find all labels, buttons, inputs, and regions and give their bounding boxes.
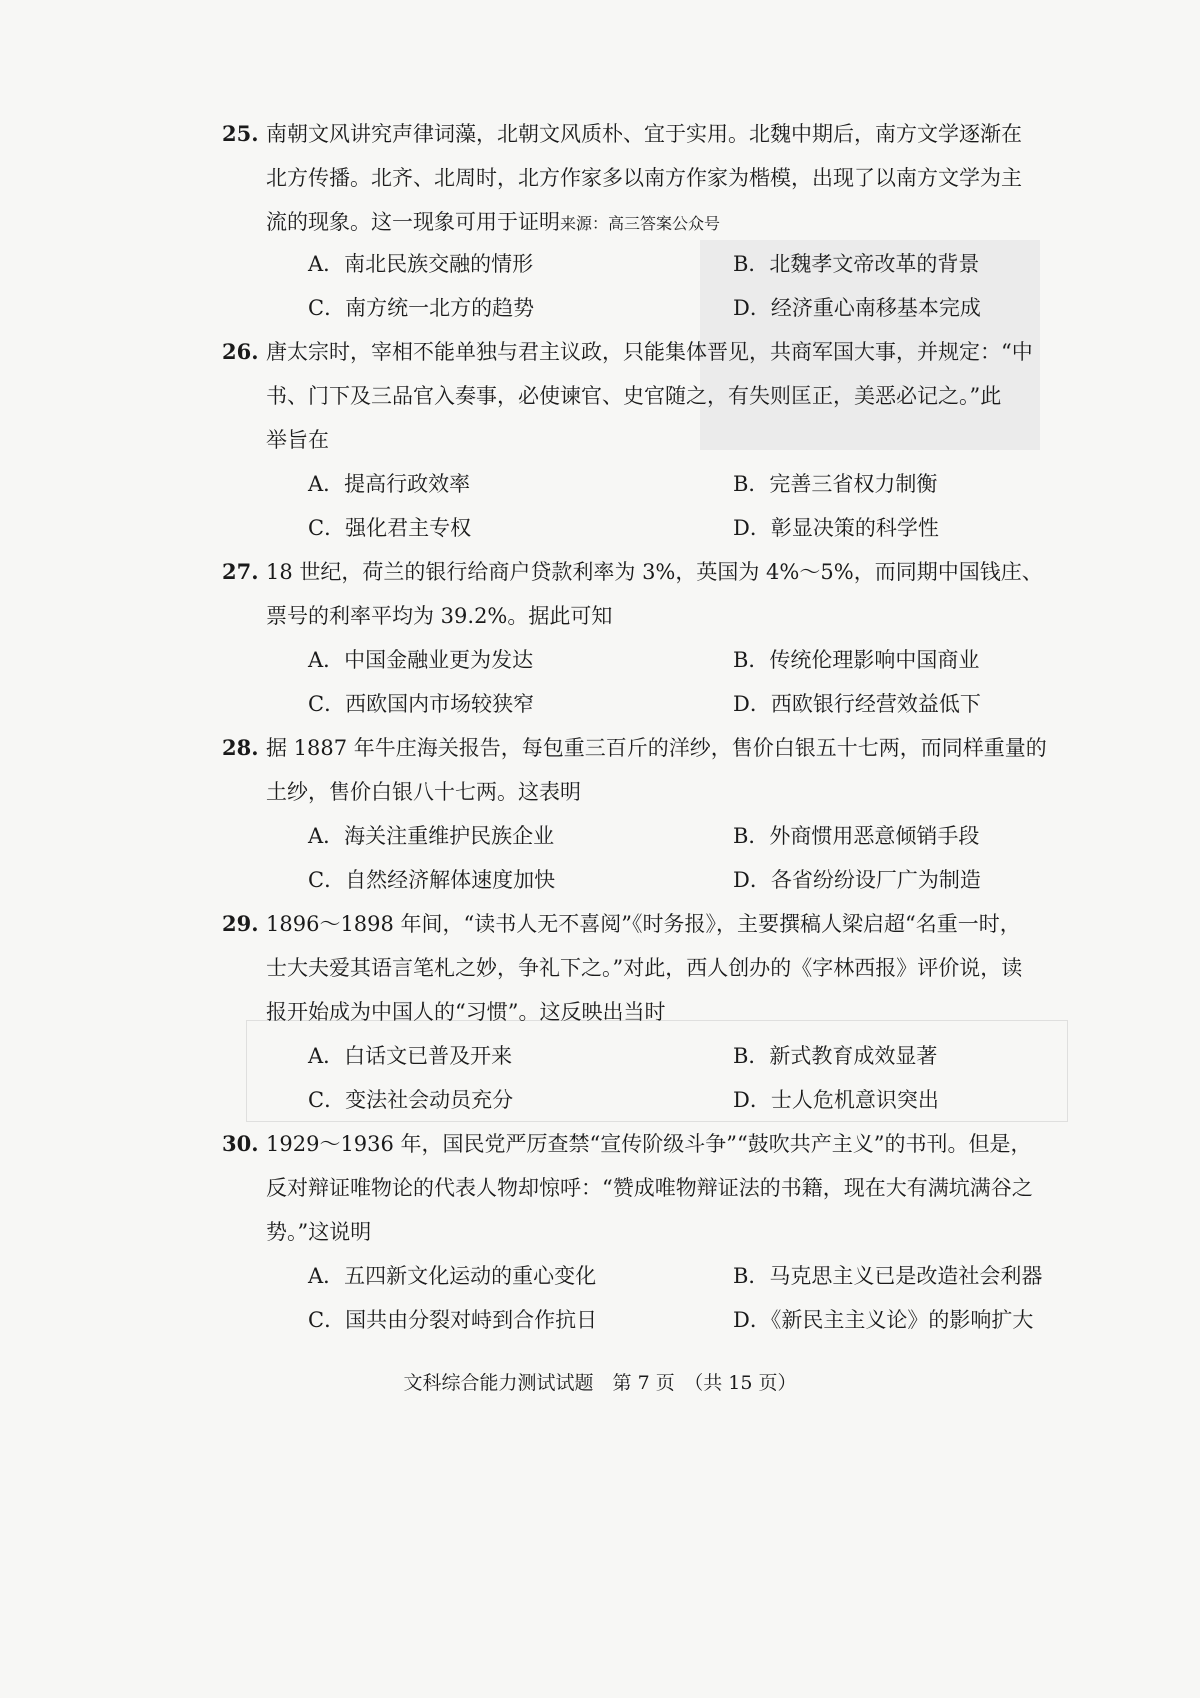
stem-line: 18 世纪，荷兰的银行给商户贷款利率为 3%，英国为 4%～5%，而同期中国钱庄、 xyxy=(266,560,1043,584)
option-30-a: A．五四新文化运动的重心变化 xyxy=(308,1264,597,1288)
stem-line: 北方传播。北齐、北周时，北方作家多以南方作家为楷模，出现了以南方文学为主 xyxy=(266,166,1022,190)
question-number: 26. xyxy=(222,339,259,364)
option-27-c: C．西欧国内市场较狭窄 xyxy=(308,692,535,716)
page-footer: 文科综合能力测试试题 第 7 页 （共 15 页） xyxy=(403,1372,797,1394)
stem-line: 1929～1936 年，国民党严厉查禁“宣传阶级斗争”“鼓吹共产主义”的书刊。但是， xyxy=(266,1132,1032,1156)
option-30-c: C．国共由分裂对峙到合作抗日 xyxy=(308,1308,598,1332)
option-29-d: D．士人危机意识突出 xyxy=(733,1088,939,1112)
stem-line: 票号的利率平均为 39.2%。据此可知 xyxy=(266,604,613,628)
option-25-c: C．南方统一北方的趋势 xyxy=(308,296,535,320)
stem-line: 1896～1898 年间，“读书人无不喜阅”《时务报》，主要撰稿人梁启超“名重一时， xyxy=(266,912,1021,936)
option-27-b: B．传统伦理影响中国商业 xyxy=(733,648,980,672)
option-26-c: C．强化君主专权 xyxy=(308,516,472,540)
option-28-b: B．外商惯用恶意倾销手段 xyxy=(733,824,980,848)
option-25-a: A．南北民族交融的情形 xyxy=(308,252,534,276)
question-27-stem xyxy=(222,550,1076,638)
option-27-a: A．中国金融业更为发达 xyxy=(308,648,534,672)
stem-line: 反对辩证唯物论的代表人物却惊呼：“赞成唯物辩证法的书籍，现在大有满坑满谷之 xyxy=(266,1176,1033,1200)
question-number: 25. xyxy=(222,121,259,146)
question-26-stem xyxy=(222,330,1076,462)
stem-line: 据 1887 年牛庄海关报告，每包重三百斤的洋纱，售价白银五十七两，而同样重量的 xyxy=(266,736,1047,760)
question-number: 29. xyxy=(222,911,259,936)
option-26-b: B．完善三省权力制衡 xyxy=(733,472,938,496)
option-26-a: A．提高行政效率 xyxy=(308,472,471,496)
option-30-b: B．马克思主义已是改造社会利器 xyxy=(733,1264,1043,1288)
option-30-d: D．《新民主主义论》的影响扩大 xyxy=(733,1308,1034,1332)
option-28-d: D．各省纷纷设厂广为制造 xyxy=(733,868,981,892)
option-26-d: D．彰显决策的科学性 xyxy=(733,516,939,540)
question-29-stem xyxy=(222,902,1076,1034)
option-29-a: A．白话文已普及开来 xyxy=(308,1044,513,1068)
option-28-a: A．海关注重维护民族企业 xyxy=(308,824,555,848)
stem-line: 书、门下及三品官入奏事，必使谏官、史官随之，有失则匡正，美恶必记之。”此 xyxy=(266,384,1002,408)
question-30-stem xyxy=(222,1122,1076,1254)
stem-line: 报开始成为中国人的“习惯”。这反映出当时 xyxy=(266,1000,666,1024)
stem-line: 唐太宗时，宰相不能单独与君主议政，只能集体晋见，共商军国大事，并规定：“中 xyxy=(266,340,1033,364)
stem-line: 举旨在 xyxy=(266,428,329,452)
option-29-b: B．新式教育成效显著 xyxy=(733,1044,938,1068)
stem-line: 土纱，售价白银八十七两。这表明 xyxy=(266,780,581,804)
option-28-c: C．自然经济解体速度加快 xyxy=(308,868,556,892)
stem-line: 士大夫爱其语言笔札之妙，争礼下之。”对此，西人创办的《字林西报》评价说，读 xyxy=(266,956,1023,980)
option-27-d: D．西欧银行经营效益低下 xyxy=(733,692,981,716)
stem-line: 势。”这说明 xyxy=(266,1220,372,1244)
question-25-stem xyxy=(222,112,1076,246)
option-25-d: D．经济重心南移基本完成 xyxy=(733,296,981,320)
source-note: 来源：高三答案公众号 xyxy=(560,214,721,233)
option-29-c: C．变法社会动员充分 xyxy=(308,1088,514,1112)
question-number: 30. xyxy=(222,1131,259,1156)
question-28-stem xyxy=(222,726,1076,814)
question-number: 27. xyxy=(222,559,259,584)
stem-line-with-note xyxy=(266,200,1076,246)
stem-line: 南朝文风讲究声律词藻，北朝文风质朴、宜于实用。北魏中期后，南方文学逐渐在 xyxy=(266,122,1022,146)
option-25-b: B．北魏孝文帝改革的背景 xyxy=(733,252,980,276)
stem-line: 流的现象。这一现象可用于证明 xyxy=(266,210,560,234)
question-number: 28. xyxy=(222,735,259,760)
